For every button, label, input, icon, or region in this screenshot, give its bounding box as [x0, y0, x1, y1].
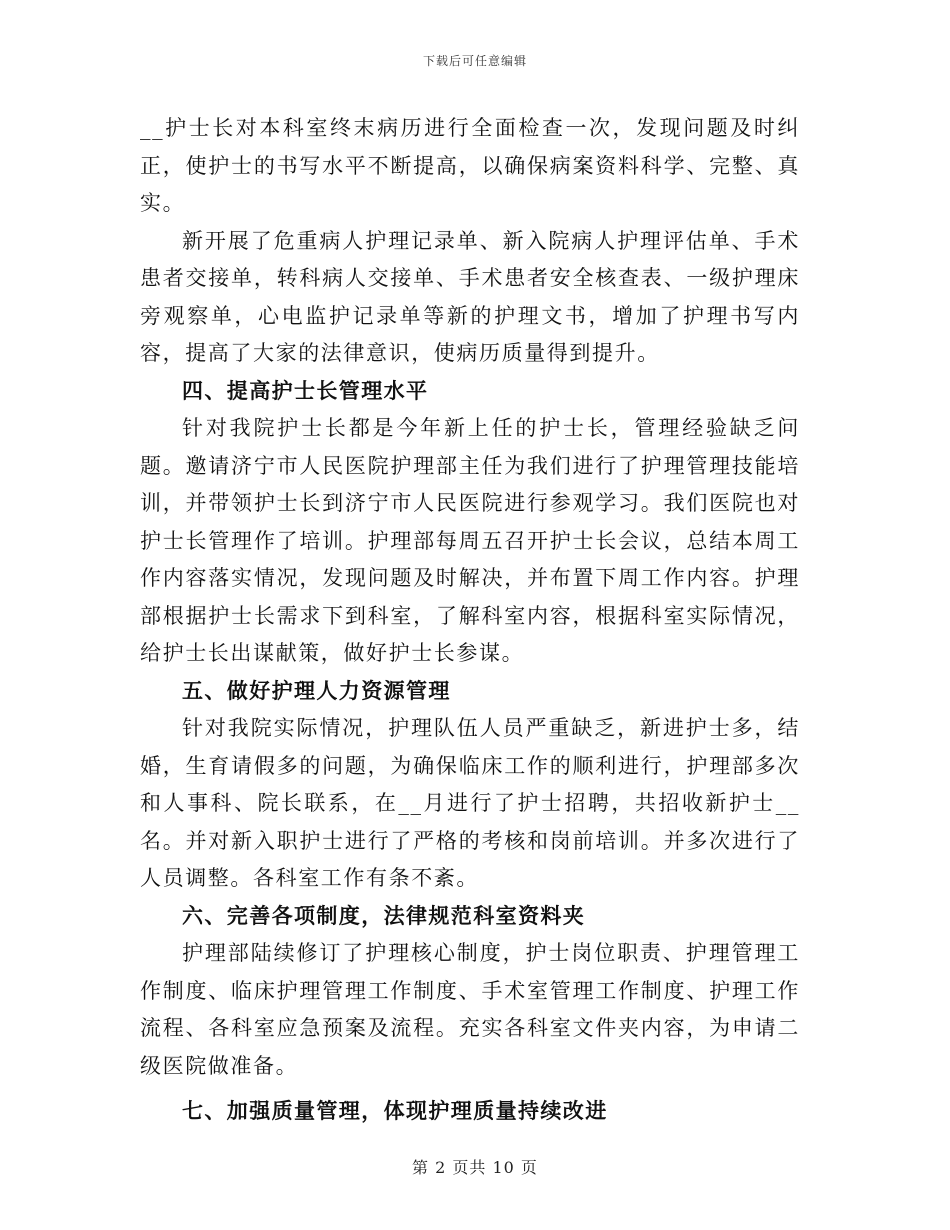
page-footer: 第 2 页共 10 页: [412, 1158, 538, 1177]
section-heading-5: 五、做好护理人力资源管理: [182, 678, 451, 703]
paragraph-1: __护士长对本科室终末病历进行全面检查一次，发现问题及时纠正，使护士的书写水平不断提高，以确保病案资料科学、完整、真实。: [140, 116, 800, 215]
paragraph-4: 针对我院实际情况，护理队伍人员严重缺乏，新进护士多，结婚，生育请假多的问题，为确保临床工作的顺利进行，护理部多次和人事科、院长联系，在__月进行了护士招聘，共招收新护士__名。并对新入职护士进行了严格的考核和岗前培训。并多次进行了人员调整。各科室工作有条不紊。: [140, 716, 800, 890]
paragraph-5: 护理部陆续修订了护理核心制度，护士岗位职责、护理管理工作制度、临床护理管理工作制度、手术室管理工作制度、护理工作流程、各科室应急预案及流程。充实各科室文件夹内容，为申请二级医院做准备。: [140, 941, 800, 1078]
paragraph-3: 针对我院护士长都是今年新上任的护士长，管理经验缺乏问题。邀请济宁市人民医院护理部主任为我们进行了护理管理技能培训，并带领护士长到济宁市人民医院进行参观学习。我们医院也对护士长管理作了培训。护理部每周五召开护士长会议，总结本周工作内容落实情况，发现问题及时解决，并布置下周工作内容。护理部根据护士长需求下到科室，了解科室内容，根据科室实际情况，给护士长出谋献策，做好护士长参谋。: [140, 416, 800, 665]
section-heading-4: 四、提高护士长管理水平: [182, 378, 429, 403]
document-body: [140, 110, 800, 1131]
page-header: 下载后可任意编辑: [422, 54, 527, 68]
section-heading-7: 七、加强质量管理，体现护理质量持续改进: [182, 1099, 608, 1123]
section-heading-6: 六、完善各项制度，法律规范科室资料夹: [182, 903, 586, 928]
paragraph-2: 新开展了危重病人护理记录单、新入院病人护理评估单、手术患者交接单，转科病人交接单、手术患者安全核查表、一级护理床旁观察单，心电监护记录单等新的护理文书，增加了护理书写内容，提高了大家的法律意识，使病历质量得到提升。: [140, 228, 800, 365]
